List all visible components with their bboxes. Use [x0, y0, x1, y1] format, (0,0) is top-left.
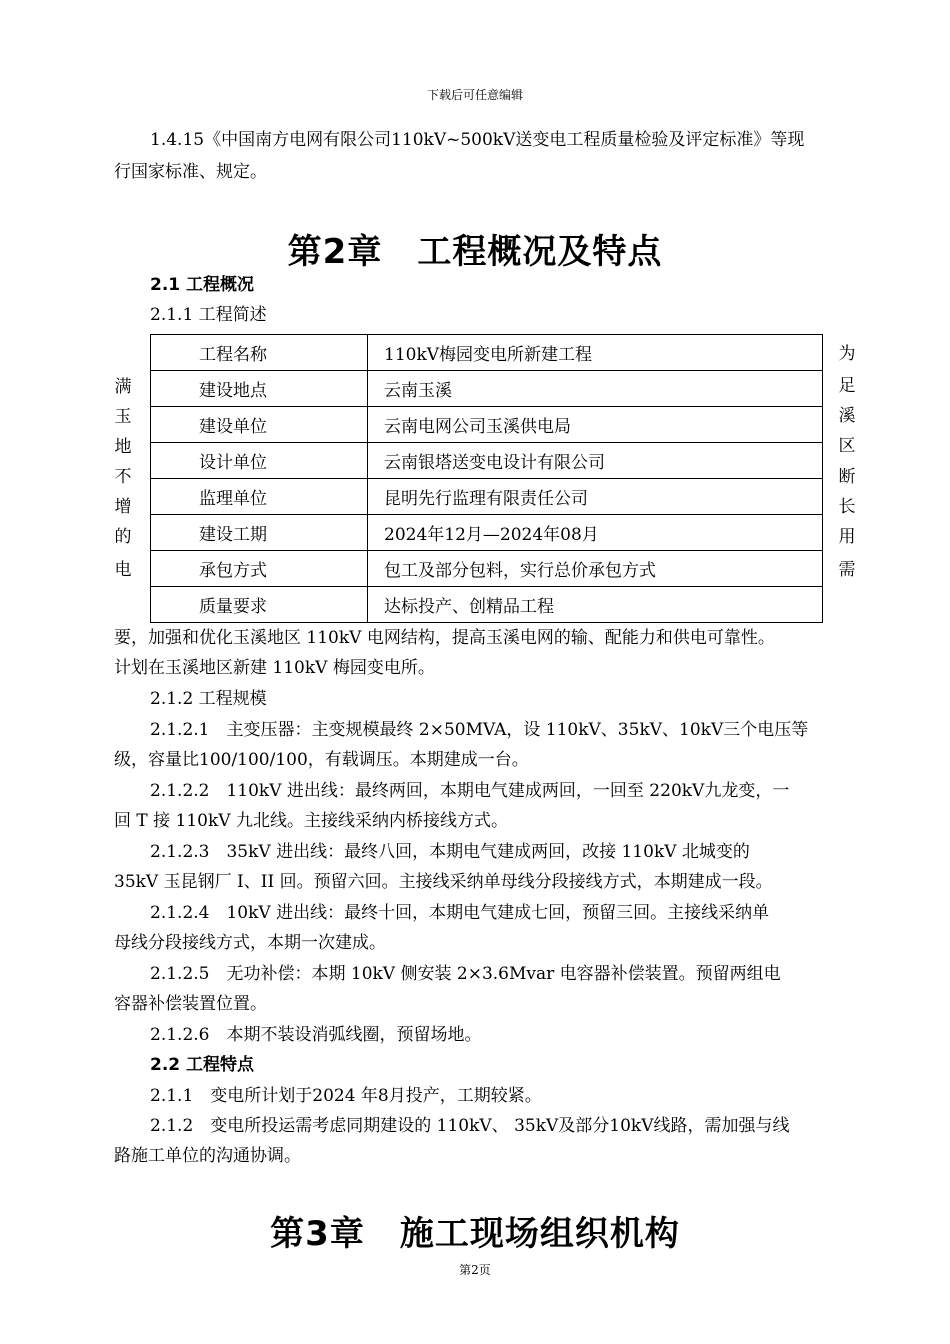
table-row: [151, 515, 823, 551]
table-row: [151, 335, 823, 371]
table-key: 建设工期: [151, 515, 368, 551]
table-value: 云南电网公司玉溪供电局: [368, 407, 823, 443]
section-2-1-1-heading: 2.1.1 工程简述: [150, 305, 267, 325]
table-value: 昆明先行监理有限责任公司: [368, 479, 823, 515]
left-wrap-char: 玉: [114, 407, 132, 427]
right-wrap-char: 用: [838, 527, 856, 547]
right-wrap-char: 断: [838, 467, 856, 487]
scale-item-1-line-1: 2.1.2.1 主变压器：主变规模最终 2×50MVA，设 110kV、35kV、10kV三个电压等: [150, 720, 809, 740]
page-number: 第2页: [459, 1263, 491, 1277]
intro-line-1: 1.4.15《中国南方电网有限公司110kV~500kV送变电工程质量检验及评定标准》等现: [150, 130, 805, 150]
feature-2-line-1: 2.1.2 变电所投运需考虑同期建设的 110kV、 35kV及部分10kV线路，需加强与线: [150, 1116, 790, 1136]
scale-item-4-line-1: 2.1.2.4 10kV 进出线：最终十回，本期电气建成七回，预留三回。主接线采纳单: [150, 903, 770, 923]
table-row: [151, 443, 823, 479]
scale-item-4-line-2: 母线分段接线方式，本期一次建成。: [114, 933, 386, 953]
scale-item-6: 2.1.2.6 本期不装设消弧线圈，预留场地。: [150, 1025, 482, 1045]
left-wrap-char: 电: [114, 560, 132, 580]
table-row: [151, 587, 823, 623]
table-value: 云南玉溪: [368, 371, 823, 407]
overview-para-line-1: 要，加强和优化玉溪地区 110kV 电网结构，提高玉溪电网的输、配能力和供电可靠性。: [114, 628, 775, 648]
project-info-table: [150, 334, 823, 623]
page-header: 下载后可任意编辑: [426, 88, 523, 102]
table-row: [151, 407, 823, 443]
left-wrap-char: 增: [114, 497, 132, 517]
right-wrap-char: 溪: [838, 406, 856, 426]
scale-item-3-line-2: 35kV 玉昆钢厂 I、II 回。预留六回。主接线采纳单母线分段接线方式，本期建成一段。: [114, 872, 773, 892]
section-2-2-heading: 2.2 工程特点: [150, 1055, 255, 1075]
table-row: [151, 371, 823, 407]
table-key: 建设单位: [151, 407, 368, 443]
right-wrap-char: 区: [838, 436, 856, 456]
table-value: 云南银塔送变电设计有限公司: [368, 443, 823, 479]
left-wrap-char: 满: [114, 377, 132, 397]
table-row: [151, 479, 823, 515]
section-2-1-heading: 2.1 工程概况: [150, 275, 255, 295]
left-wrap-char: 不: [114, 467, 132, 487]
scale-item-5-line-2: 容器补偿装置位置。: [114, 994, 267, 1014]
table-key: 建设地点: [151, 371, 368, 407]
scale-item-2-line-2: 回 T 接 110kV 九北线。主接线采纳内桥接线方式。: [114, 811, 508, 831]
table-value: 110kV梅园变电所新建工程: [368, 335, 823, 371]
table-value: 包工及部分包料，实行总价承包方式: [368, 551, 823, 587]
table-key: 监理单位: [151, 479, 368, 515]
table-value: 达标投产、创精品工程: [368, 587, 823, 623]
intro-line-2: 行国家标准、规定。: [114, 162, 267, 182]
chapter-2-title: 第2章 工程概况及特点: [287, 232, 663, 272]
right-wrap-char: 需: [838, 560, 856, 580]
table-value: 2024年12月—2024年08月: [368, 515, 823, 551]
overview-para-line-2: 计划在玉溪地区新建 110kV 梅园变电所。: [114, 658, 435, 678]
right-wrap-char: 长: [838, 497, 856, 517]
scale-item-5-line-1: 2.1.2.5 无功补偿：本期 10kV 侧安装 2×3.6Mvar 电容器补偿装置。预留两组电: [150, 964, 781, 984]
scale-item-3-line-1: 2.1.2.3 35kV 进出线：最终八回，本期电气建成两回，改接 110kV 北城变的: [150, 842, 750, 862]
table-key: 质量要求: [151, 587, 368, 623]
scale-item-1-line-2: 级，容量比100/100/100，有载调压。本期建成一台。: [114, 750, 529, 770]
feature-2-line-2: 路施工单位的沟通协调。: [114, 1146, 301, 1166]
table-key: 设计单位: [151, 443, 368, 479]
left-wrap-char: 的: [114, 527, 132, 547]
table-key: 承包方式: [151, 551, 368, 587]
table-key: 工程名称: [151, 335, 368, 371]
right-wrap-char: 为: [838, 344, 856, 364]
section-2-1-2-heading: 2.1.2 工程规模: [150, 689, 267, 709]
feature-1: 2.1.1 变电所计划于2024 年8月投产，工期较紧。: [150, 1086, 542, 1106]
left-wrap-char: 地: [114, 437, 132, 457]
right-wrap-char: 足: [838, 376, 856, 396]
table-row: [151, 551, 823, 587]
scale-item-2-line-1: 2.1.2.2 110kV 进出线：最终两回，本期电气建成两回，一回至 220kV九龙变，一: [150, 781, 790, 801]
chapter-3-title: 第3章 施工现场组织机构: [270, 1214, 680, 1254]
